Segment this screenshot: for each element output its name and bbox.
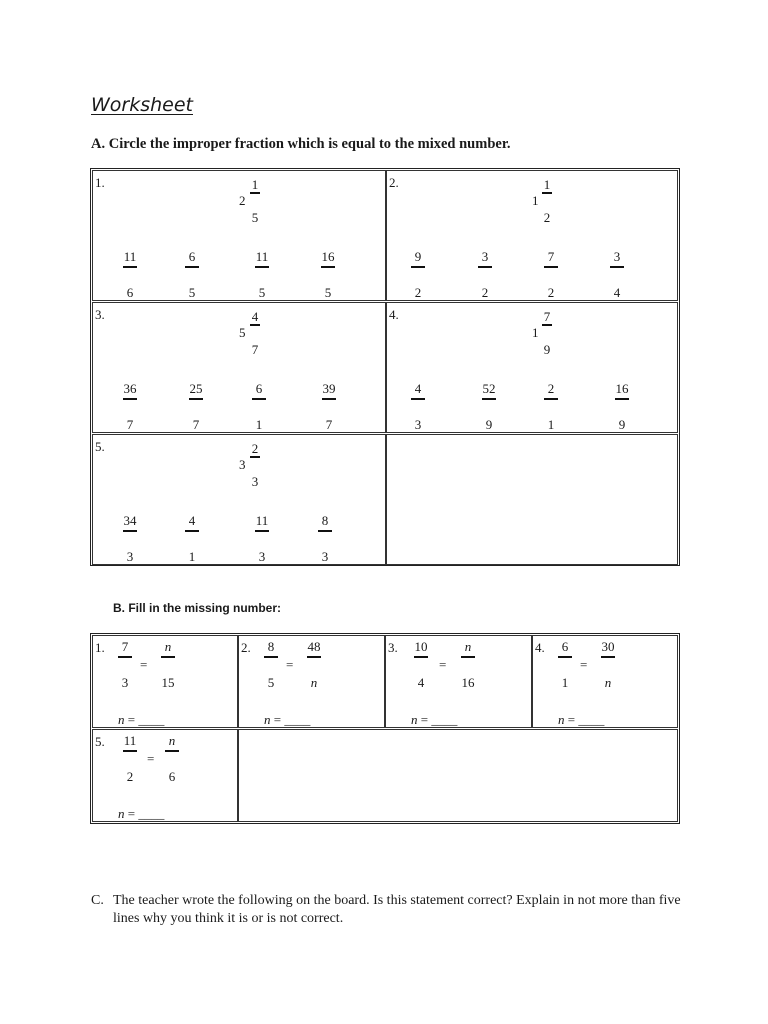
section-c-text: The teacher wrote the following on the board. Is this statement correct? Explain in not more than five lines why you think it is or is not correct.: [113, 893, 681, 926]
choice-numerator: 16: [321, 249, 335, 264]
problem-label: 2.: [241, 640, 251, 655]
mixed-fraction: [539, 177, 555, 225]
mixed-denominator: 3: [251, 474, 259, 489]
choice-fraction[interactable]: [536, 249, 566, 301]
problem-b-cell: [532, 635, 678, 728]
mixed-whole: 2: [239, 193, 246, 208]
fraction-bar: [542, 324, 552, 326]
choice-fraction[interactable]: [470, 249, 500, 301]
left-denominator: 2: [126, 769, 134, 784]
choice-fraction[interactable]: [115, 381, 145, 433]
answer-variable: n: [264, 712, 271, 727]
fraction-bar: [252, 398, 266, 400]
choice-denominator: 5: [324, 285, 332, 300]
answer-field[interactable]: [411, 712, 457, 728]
fraction-bar: [461, 656, 475, 658]
problem-label: 3.: [388, 640, 398, 655]
mixed-fraction: [247, 177, 263, 225]
fraction-bar: [250, 456, 260, 458]
choice-denominator: 9: [618, 417, 626, 432]
left-numerator: 8: [267, 639, 275, 654]
problem-b-cell: [385, 635, 532, 728]
mixed-denominator: 5: [251, 210, 259, 225]
problem-label: 2.: [389, 175, 399, 190]
mixed-numerator: 4: [251, 309, 259, 324]
problem-a-cell: [92, 170, 386, 301]
choice-fraction[interactable]: [474, 381, 504, 433]
fraction-bar: [542, 192, 552, 194]
choice-denominator: 3: [321, 549, 329, 564]
left-denominator: 4: [417, 675, 425, 690]
answer-equals: =: [417, 712, 432, 727]
fraction-bar: [161, 656, 175, 658]
left-numerator: 11: [123, 733, 137, 748]
choice-numerator: 34: [123, 513, 137, 528]
choice-fraction[interactable]: [313, 249, 343, 301]
fraction-bar: [321, 266, 335, 268]
choice-denominator: 7: [126, 417, 134, 432]
choice-fraction[interactable]: [403, 249, 433, 301]
fraction-bar: [255, 530, 269, 532]
problem-b-cell: [238, 635, 385, 728]
problem-b-cell: [92, 729, 238, 822]
section-b-grid: [90, 633, 680, 824]
choice-denominator: 4: [613, 285, 621, 300]
choice-denominator: 1: [547, 417, 555, 432]
fraction-bar: [478, 266, 492, 268]
mixed-numerator: 1: [543, 177, 551, 192]
answer-blank[interactable]: ____: [284, 712, 311, 727]
section-c-letter: C.: [91, 893, 104, 908]
choice-numerator: 11: [123, 249, 137, 264]
choice-denominator: 3: [414, 417, 422, 432]
right-denominator: n: [604, 675, 612, 690]
problem-a-cell: [92, 434, 386, 565]
choice-fraction[interactable]: [247, 513, 277, 565]
choice-numerator: 8: [321, 513, 329, 528]
choice-fraction[interactable]: [607, 381, 637, 433]
right-fraction: [153, 639, 183, 691]
mixed-numerator: 2: [251, 441, 259, 456]
fraction-bar: [411, 398, 425, 400]
choice-numerator: 9: [414, 249, 422, 264]
choice-denominator: 3: [126, 549, 134, 564]
fraction-bar: [558, 656, 572, 658]
answer-field[interactable]: [264, 712, 310, 728]
section-c: [91, 892, 681, 928]
choice-fraction[interactable]: [177, 249, 207, 301]
choice-denominator: 2: [547, 285, 555, 300]
fraction-bar: [601, 656, 615, 658]
answer-equals: =: [124, 712, 139, 727]
choice-denominator: 3: [258, 549, 266, 564]
answer-variable: n: [118, 712, 125, 727]
choice-numerator: 11: [255, 513, 269, 528]
choice-denominator: 5: [258, 285, 266, 300]
left-denominator: 5: [267, 675, 275, 690]
equals-sign: =: [286, 657, 294, 672]
choice-denominator: 1: [255, 417, 263, 432]
fraction-bar: [123, 266, 137, 268]
fraction-bar: [615, 398, 629, 400]
fraction-bar: [123, 750, 137, 752]
choice-numerator: 4: [188, 513, 196, 528]
right-numerator: 30: [601, 639, 615, 654]
fraction-bar: [482, 398, 496, 400]
answer-variable: n: [411, 712, 418, 727]
choice-denominator: 2: [481, 285, 489, 300]
left-denominator: 3: [121, 675, 129, 690]
left-fraction: [115, 733, 145, 785]
left-numerator: 10: [414, 639, 428, 654]
left-fraction: [550, 639, 580, 691]
choice-numerator: 6: [188, 249, 196, 264]
right-fraction: [299, 639, 329, 691]
equals-sign: =: [147, 751, 155, 766]
mixed-fraction: [247, 441, 263, 489]
choice-numerator: 6: [255, 381, 263, 396]
equals-sign: =: [439, 657, 447, 672]
choice-fraction[interactable]: [177, 513, 207, 565]
right-fraction: [453, 639, 483, 691]
problem-label: 3.: [95, 307, 105, 322]
left-denominator: 1: [561, 675, 569, 690]
choice-numerator: 16: [615, 381, 629, 396]
fraction-bar: [255, 266, 269, 268]
right-denominator: 6: [168, 769, 176, 784]
fraction-bar: [189, 398, 203, 400]
choice-numerator: 3: [481, 249, 489, 264]
fraction-bar: [250, 192, 260, 194]
right-numerator: 48: [307, 639, 321, 654]
fraction-bar: [123, 398, 137, 400]
choice-denominator: 9: [485, 417, 493, 432]
answer-equals: =: [124, 806, 139, 821]
left-numerator: 6: [561, 639, 569, 654]
choice-fraction[interactable]: [403, 381, 433, 433]
choice-fraction[interactable]: [314, 381, 344, 433]
mixed-numerator: 1: [251, 177, 259, 192]
problem-b-cell: [92, 635, 238, 728]
mixed-denominator: 7: [251, 342, 259, 357]
choice-numerator: 11: [255, 249, 269, 264]
fraction-bar: [185, 530, 199, 532]
problem-label: 4.: [389, 307, 399, 322]
answer-variable: n: [118, 806, 125, 821]
choice-denominator: 7: [325, 417, 333, 432]
choice-numerator: 3: [613, 249, 621, 264]
choice-numerator: 25: [189, 381, 203, 396]
problem-label: 5.: [95, 734, 105, 749]
choice-fraction[interactable]: [244, 381, 274, 433]
problem-a-cell: [92, 302, 386, 433]
mixed-fraction: [539, 309, 555, 357]
equals-sign: =: [140, 657, 148, 672]
choice-denominator: 2: [414, 285, 422, 300]
fraction-bar: [165, 750, 179, 752]
fraction-bar: [544, 266, 558, 268]
fraction-bar: [322, 398, 336, 400]
left-fraction: [406, 639, 436, 691]
answer-blank[interactable]: ____: [578, 712, 605, 727]
problem-label: 1.: [95, 175, 105, 190]
right-fraction: [593, 639, 623, 691]
mixed-whole: 5: [239, 325, 246, 340]
section-b-heading: B. Fill in the missing number:: [113, 601, 282, 615]
right-denominator: n: [310, 675, 318, 690]
mixed-whole: 1: [532, 193, 539, 208]
choice-numerator: 39: [322, 381, 336, 396]
problem-a-cell: [386, 302, 678, 433]
right-fraction: [157, 733, 187, 785]
choice-numerator: 2: [547, 381, 555, 396]
choice-numerator: 7: [547, 249, 555, 264]
empty-cell: [386, 434, 678, 565]
left-fraction: [256, 639, 286, 691]
fraction-bar: [544, 398, 558, 400]
fraction-bar: [264, 656, 278, 658]
fraction-bar: [118, 656, 132, 658]
answer-field[interactable]: [558, 712, 604, 728]
mixed-whole: 3: [239, 457, 246, 472]
right-numerator: n: [168, 733, 176, 748]
answer-blank[interactable]: ____: [138, 712, 165, 727]
right-denominator: 16: [461, 675, 475, 690]
choice-numerator: 4: [414, 381, 422, 396]
right-numerator: n: [464, 639, 472, 654]
answer-variable: n: [558, 712, 565, 727]
answer-field[interactable]: [118, 712, 164, 728]
mixed-denominator: 9: [543, 342, 551, 357]
choice-numerator: 36: [123, 381, 137, 396]
empty-cell: [238, 729, 678, 822]
choice-denominator: 7: [192, 417, 200, 432]
choice-fraction[interactable]: [115, 513, 145, 565]
fraction-bar: [318, 530, 332, 532]
choice-fraction[interactable]: [115, 249, 145, 301]
fraction-bar: [411, 266, 425, 268]
choice-denominator: 1: [188, 549, 196, 564]
choice-fraction[interactable]: [602, 249, 632, 301]
answer-equals: =: [270, 712, 285, 727]
fraction-bar: [414, 656, 428, 658]
answer-equals: =: [564, 712, 579, 727]
mixed-fraction: [247, 309, 263, 357]
fraction-bar: [250, 324, 260, 326]
answer-blank[interactable]: ____: [431, 712, 458, 727]
right-numerator: n: [164, 639, 172, 654]
choice-denominator: 6: [126, 285, 134, 300]
section-a-heading: A. Circle the improper fraction which is equal to the mixed number.: [91, 136, 511, 152]
choice-fraction[interactable]: [247, 249, 277, 301]
problem-label: 1.: [95, 640, 105, 655]
fraction-bar: [307, 656, 321, 658]
right-denominator: 15: [161, 675, 175, 690]
fraction-bar: [610, 266, 624, 268]
answer-field[interactable]: [118, 806, 164, 822]
fraction-bar: [185, 266, 199, 268]
problem-label: 5.: [95, 439, 105, 454]
choice-fraction[interactable]: [181, 381, 211, 433]
fraction-bar: [123, 530, 137, 532]
mixed-whole: 1: [532, 325, 539, 340]
section-a-grid: [90, 168, 680, 566]
worksheet-title: Worksheet: [91, 94, 193, 116]
choice-fraction[interactable]: [310, 513, 340, 565]
answer-blank[interactable]: ____: [138, 806, 165, 821]
left-fraction: [110, 639, 140, 691]
choice-fraction[interactable]: [536, 381, 566, 433]
equals-sign: =: [580, 657, 588, 672]
left-numerator: 7: [121, 639, 129, 654]
mixed-numerator: 7: [543, 309, 551, 324]
choice-denominator: 5: [188, 285, 196, 300]
mixed-denominator: 2: [543, 210, 551, 225]
problem-label: 4.: [535, 640, 545, 655]
choice-numerator: 52: [482, 381, 496, 396]
problem-a-cell: [386, 170, 678, 301]
